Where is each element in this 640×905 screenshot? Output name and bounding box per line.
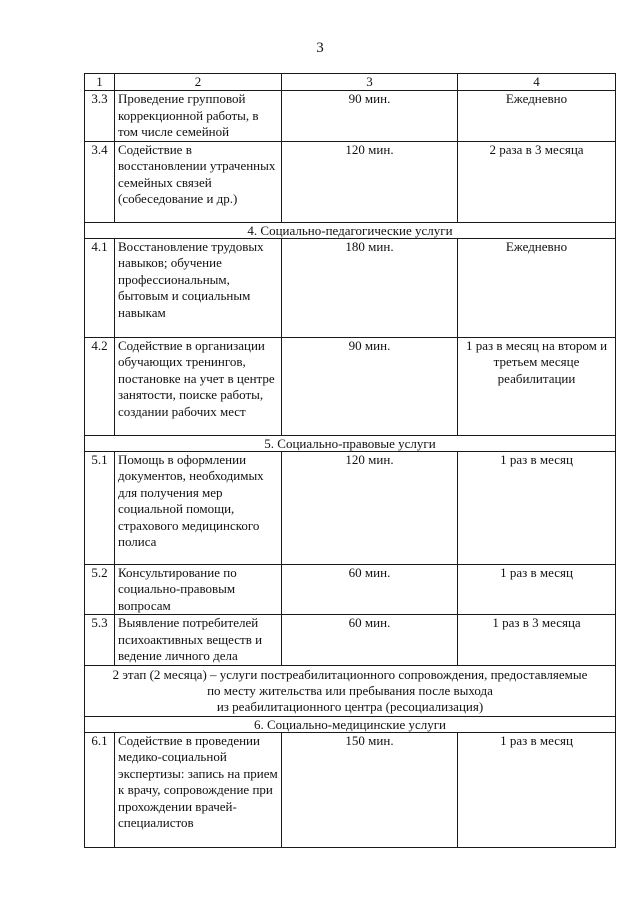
service-name: Содействие в проведении медико-социальной экспертизы: запись на прием к врачу, сопровождение при прохождении врачей-специалистов <box>115 732 282 847</box>
service-duration: 60 мин. <box>282 564 458 615</box>
section-heading-row <box>85 222 616 238</box>
stage-heading-line: по месту жительства или пребывания после выхода <box>207 682 493 698</box>
table-row <box>85 337 616 435</box>
table-row <box>85 564 616 615</box>
row-number: 3.4 <box>85 141 115 222</box>
table-row <box>85 141 616 222</box>
stage-heading-line: из реабилитационного центра (ресоциализация) <box>216 698 484 714</box>
service-duration: 180 мин. <box>282 238 458 337</box>
service-duration: 90 мин. <box>282 337 458 435</box>
row-number: 5.1 <box>85 451 115 564</box>
section-heading-row <box>85 716 616 732</box>
row-number: 5.3 <box>85 615 115 666</box>
service-name: Консультирование по социально-правовым вопросам <box>115 564 282 615</box>
service-name: Восстановление трудовых навыков; обучение профессиональным, бытовым и социальным навыкам <box>115 238 282 337</box>
service-duration: 120 мин. <box>282 451 458 564</box>
service-frequency: 2 раза в 3 месяца <box>458 141 616 222</box>
table-row <box>85 238 616 337</box>
service-frequency: 1 раз в 3 месяца <box>458 615 616 666</box>
column-number-4: 4 <box>458 74 616 91</box>
service-name: Содействие в восстановлении утраченных семейных связей (собеседование и др.) <box>115 141 282 222</box>
section-heading-row <box>85 435 616 451</box>
stage-heading-row <box>85 665 616 716</box>
service-frequency: Ежедневно <box>458 238 616 337</box>
service-duration: 60 мин. <box>282 615 458 666</box>
table-row <box>85 91 616 142</box>
section-heading: 5. Социально-правовые услуги <box>85 435 616 451</box>
column-number-2: 2 <box>115 74 282 91</box>
service-frequency: 1 раз в месяц <box>458 451 616 564</box>
service-name: Помощь в оформлении документов, необходимых для получения мер социальной помощи, страхового медицинского полиса <box>115 451 282 564</box>
column-number-1: 1 <box>85 74 115 91</box>
stage-heading <box>85 665 616 716</box>
service-frequency: Ежедневно <box>458 91 616 142</box>
row-number: 5.2 <box>85 564 115 615</box>
row-number: 6.1 <box>85 732 115 847</box>
stage-heading-line: 2 этап (2 месяца) – услуги постреабилитационного сопровождения, предоставляемые <box>112 666 588 682</box>
table-row <box>85 451 616 564</box>
service-duration: 90 мин. <box>282 91 458 142</box>
service-frequency: 1 раз в месяц на втором и третьем месяце реабилитации <box>458 337 616 435</box>
services-table <box>84 73 616 848</box>
section-heading: 6. Социально-медицинские услуги <box>85 716 616 732</box>
service-frequency: 1 раз в месяц <box>458 732 616 847</box>
section-heading: 4. Социально-педагогические услуги <box>85 222 616 238</box>
table-row <box>85 732 616 847</box>
service-name: Проведение групповой коррекционной работы, в том числе семейной <box>115 91 282 142</box>
table-header-row <box>85 74 616 91</box>
service-name: Выявление потребителей психоактивных веществ и ведение личного дела <box>115 615 282 666</box>
page-number: 3 <box>316 40 324 56</box>
row-number: 4.1 <box>85 238 115 337</box>
column-number-3: 3 <box>282 74 458 91</box>
row-number: 4.2 <box>85 337 115 435</box>
service-name: Содействие в организации обучающих тренингов, постановке на учет в центре занятости, поиске работы, создании рабочих мест <box>115 337 282 435</box>
service-duration: 150 мин. <box>282 732 458 847</box>
row-number: 3.3 <box>85 91 115 142</box>
table-row <box>85 615 616 666</box>
service-frequency: 1 раз в месяц <box>458 564 616 615</box>
service-duration: 120 мин. <box>282 141 458 222</box>
